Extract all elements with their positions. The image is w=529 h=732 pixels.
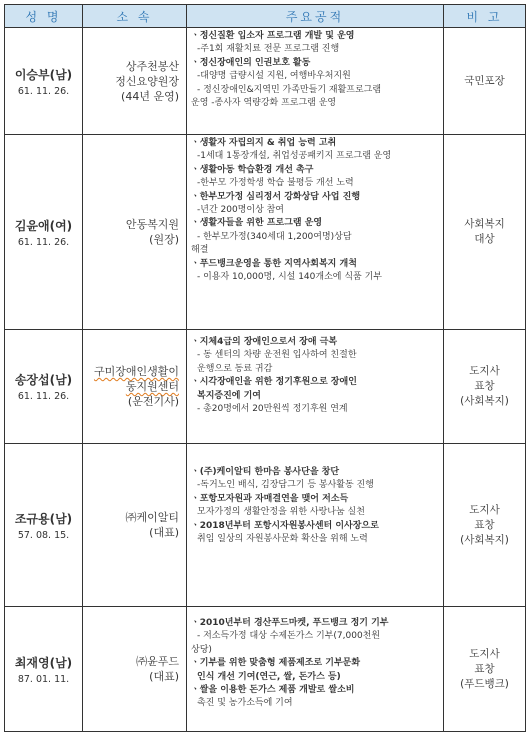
- note-line: 표창: [474, 662, 495, 675]
- person-birthdate: 61. 11. 26.: [17, 236, 70, 248]
- work-item: ㆍ2010년부터 경산푸드마켓, 푸드뱅크 정기 기부: [191, 618, 389, 628]
- header-row: [5, 5, 526, 28]
- work-cell: [187, 444, 444, 607]
- org-line: ㈜케이알티: [125, 511, 179, 524]
- note-line: 국민포장: [464, 74, 505, 87]
- work-item: 모자가정의 생활안정을 위한 사랑나눔 실천: [197, 507, 365, 518]
- person-birthdate: 57. 08. 15.: [17, 529, 70, 541]
- note-line: (사회복지): [460, 395, 509, 407]
- note-line: 표창: [474, 380, 495, 392]
- work-item: - 동 센터의 차량 운전원 입사하여 친절한: [197, 350, 357, 361]
- work-item: ㆍ2018년부터 포항시자원봉사센터 이사장으로: [191, 520, 379, 531]
- work-item: ㆍ포항모자원과 자매결연을 맺어 저소득: [191, 493, 349, 504]
- work-item: 해결: [191, 245, 209, 256]
- work-item: ㆍ정신질환 입소자 프로그램 개발 및 운영: [191, 31, 355, 41]
- note-line: 도지사: [469, 647, 500, 660]
- org-line: 동지원센터: [125, 380, 179, 393]
- header-note: 비 고: [444, 5, 526, 28]
- table-row: [5, 28, 526, 135]
- work-item: - 이용자 10,000명, 시설 140개소에 식품 기부: [197, 272, 382, 283]
- work-item: -1세대 1통장개설, 취업성공패키지 프로그램 운영: [197, 151, 392, 162]
- work-item: 운행으로 동료 귀감: [197, 363, 273, 374]
- awards-table: [4, 4, 526, 732]
- work-item: 인식 개선 기여(연근, 쌀, 돈가스 등): [197, 671, 341, 682]
- name-cell: [5, 607, 83, 732]
- note-cell: [444, 330, 526, 444]
- name-cell: [5, 135, 83, 330]
- work-item: - 한부모가정(340세대 1,200여명)상담: [197, 231, 352, 242]
- work-item: 복지증진에 기여: [197, 390, 261, 401]
- work-item: ㆍ푸드뱅크운영을 통한 지역사회복지 개척: [191, 258, 357, 269]
- org-cell: [83, 444, 187, 607]
- header-name: 성 명: [5, 5, 83, 28]
- org-line: 구미장애인생활이: [93, 365, 179, 378]
- work-item: ㆍ생활아동 학습환경 개선 촉구: [191, 164, 314, 175]
- table-row: [5, 444, 526, 607]
- org-cell: [83, 135, 187, 330]
- work-item: 취임 일상의 자원봉사문화 확산을 위해 노력: [197, 534, 368, 545]
- note-line: (푸드뱅크): [460, 677, 509, 690]
- org-line: (운전기사): [127, 395, 179, 408]
- work-cell: [187, 330, 444, 444]
- work-item: - 정신장애인&지역민 가족만들기 재활프로그램: [197, 84, 382, 95]
- work-item: ㆍ생활자 자립의지 & 취업 능력 고취: [191, 138, 337, 148]
- person-birthdate: 87. 01. 11.: [17, 673, 70, 685]
- person-name: 송장섭(남): [14, 373, 73, 387]
- person-birthdate: 61. 11. 26.: [17, 391, 70, 402]
- work-item: ㆍ쌀을 이용한 돈가스 제품 개발로 쌀소비: [191, 685, 355, 696]
- note-cell: [444, 135, 526, 330]
- work-item: ㆍ정신장애인의 인권보호 활동: [191, 57, 311, 68]
- work-item: 촉진 및 농가소득에 기여: [197, 698, 293, 709]
- work-item: -한부모 가정학생 학습 불평등 개선 노력: [197, 178, 354, 189]
- note-cell: [444, 28, 526, 135]
- note-cell: [444, 607, 526, 732]
- org-line: (44년 운영): [121, 89, 179, 103]
- org-cell: [83, 330, 187, 444]
- work-item: ㆍ지체4급의 장애인으로서 장애 극복: [191, 337, 338, 347]
- org-line: (대표): [149, 670, 179, 683]
- name-cell: [5, 330, 83, 444]
- work-item: -년간 200명이상 참여: [197, 205, 285, 216]
- org-cell: [83, 28, 187, 135]
- person-name: 최재영(남): [14, 655, 73, 670]
- person-name: 조규용(남): [14, 511, 73, 526]
- work-cell: [187, 607, 444, 732]
- work-cell: [187, 28, 444, 135]
- work-item: -독거노인 배식, 김장담그기 등 봉사활동 진행: [197, 480, 374, 491]
- work-item: -주1회 재활치료 전문 프로그램 진행: [197, 44, 340, 55]
- work-item: ㆍ한부모가정 심리정서 강화상담 사업 진행: [191, 191, 361, 202]
- work-item: ㆍ시각장애인을 위한 정기후원으로 장애인: [191, 377, 357, 388]
- org-line: ㈜윤푸드: [136, 655, 179, 668]
- note-line: 표창: [474, 518, 495, 531]
- person-name: 김윤애(여): [14, 218, 73, 233]
- org-line: (대표): [149, 526, 179, 539]
- note-cell: [444, 444, 526, 607]
- work-item: 운영 -종사자 역량강화 프로그램 운영: [191, 98, 337, 109]
- person-birthdate: 61. 11. 26.: [17, 85, 70, 97]
- org-line: (원장): [149, 233, 179, 246]
- work-item: ㆍ생활자들을 위한 프로그램 운영: [191, 218, 323, 229]
- work-item: -대양명 급량시설 지원, 여행바우처지원: [197, 71, 351, 82]
- header-work: 주요공적: [187, 5, 444, 28]
- org-line: 정신요양원장: [115, 74, 179, 88]
- org-line: 상주천봉산: [125, 59, 179, 73]
- note-line: (사회복지): [460, 533, 509, 546]
- note-line: 대상: [474, 233, 495, 245]
- note-line: 도지사: [469, 503, 500, 516]
- note-line: 도지사: [469, 365, 500, 377]
- name-cell: [5, 444, 83, 607]
- table-row: [5, 607, 526, 732]
- work-item: - 저소득가정 대상 수제돈가스 기부(7,000천원: [197, 631, 381, 642]
- org-line: 안동복지원: [125, 218, 179, 231]
- org-cell: [83, 607, 187, 732]
- header-org: 소 속: [83, 5, 187, 28]
- work-item: ㆍ(주)케이알티 한마음 봉사단을 창단: [191, 467, 340, 477]
- name-cell: [5, 28, 83, 135]
- work-item: ㆍ기부를 위한 맞춤형 제품제조로 기부문화: [191, 658, 361, 669]
- work-cell: [187, 135, 444, 330]
- work-item: 상당): [191, 644, 212, 655]
- note-line: 사회복지: [464, 218, 505, 230]
- table-row: [5, 135, 526, 330]
- table-row: [5, 330, 526, 444]
- person-name: 이승부(남): [14, 67, 73, 82]
- work-item: - 총20명에서 20만원씩 정기후원 연계: [197, 404, 348, 415]
